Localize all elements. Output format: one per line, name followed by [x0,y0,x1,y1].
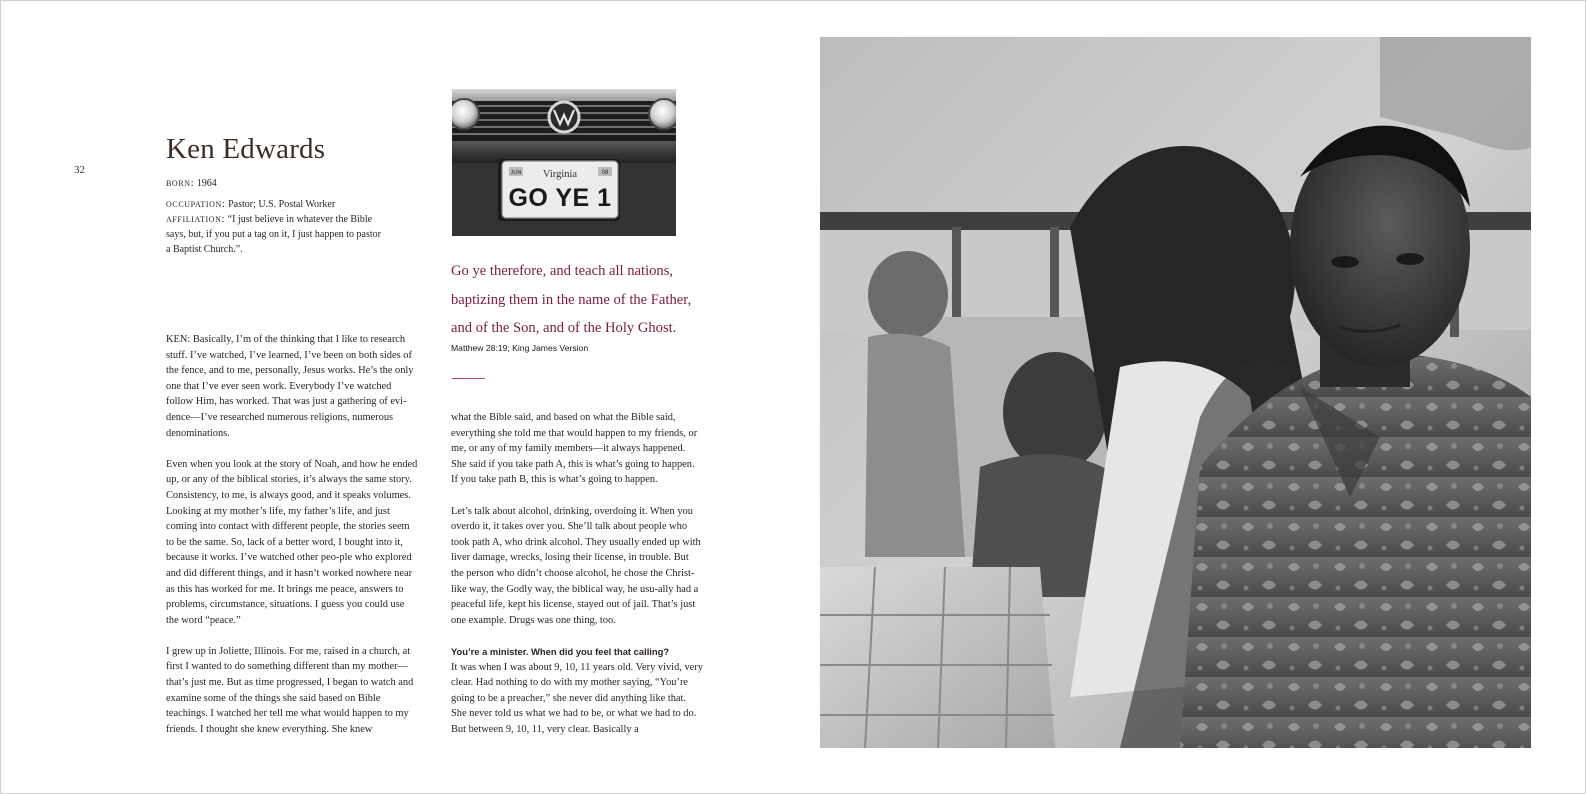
plate-sticker-left: JUN [510,170,522,176]
scripture-line: baptizing them in the name of the Father, [451,291,692,308]
interview-question: You’re a minister. When did you feel that calling? [451,645,670,657]
occupation-line [166,197,392,212]
license-plate-photo [452,89,676,236]
interview-answer: It was when I was about 9, 10, 11 years old. Very vivid, very clear. Had nothing to do with my mother saying, “You’re going to be a preacher,” she never did anything like that. She never told us what we had to be, or what we had to do. But between 9, 10, 11, very clear. Basically a [451,661,703,735]
divider-rule [452,378,485,379]
interview-column-right [451,410,703,753]
interview-paragraph: I grew up in Joliette, Illinois. For me, raised in a church, at first I wanted to do something different than my mother—that’s just me. But as time progressed, I began to watch and examine some of the things she said based on Bible teachings. I watched her tell me what would happen to my friends. I thought she knew everything. She knew [166,645,414,735]
page-number: 32 [74,164,85,176]
born-label: born: [166,177,195,189]
scripture-citation: Matthew 28:19; King James Version [451,343,589,353]
occupation-label: occupation: [166,198,226,210]
plate-number: GO YE 1 [508,184,612,212]
scripture-line: and of the Son, and of the Holy Ghost. [451,320,677,336]
occupation-value: Pastor; U.S. Postal Worker [228,199,336,210]
interview-paragraph: Even when you look at the story of Noah, and how he ended up, or any of the biblical stories, it’s always the same story. Consistency, to me, is always good, and it speaks volumes. Looking at my mother’s life, my father’s life, and just coming into contact with different people, the stories seem to be the same. So, lack of a better word, I bought into it, because it works. I’ve watched other peo-ple who explored and did different things, and it hasn’t worked nowhere near as this has worked for me. It brings me peace, answers to problems, circumstance, situations. I guess you could use the word “peace.” [166,458,418,626]
interview-column-left [166,332,418,753]
affiliation-value-2: says, but, if you put a tag on it, I just happen to pastor [166,229,381,240]
interview-paragraph: Let’s talk about alcohol, drinking, overdoing it. When you overdo it, it takes over you. She’ll talk about people who took path A, who drink alcohol. They usually ended up with liver damage, wrecks, losing their license, in trouble. But the person who didn’t choose alcohol, he chose the Christ-like way, the Godly way, the biblical way, he usu-ally had a peaceful life, kept his license, stayed out of jail. That’s just one example. Drugs was one thing, too. [451,505,701,626]
plate-state: Virginia [542,169,578,180]
profile-meta [166,176,392,257]
portrait-photo [820,37,1531,748]
interview-qa [451,644,703,738]
affiliation-value-1: “I just believe in whatever the Bible [227,214,373,225]
affiliation-label: affiliation: [166,213,226,225]
born-value: 1964 [196,178,217,189]
affiliation-value-3: a Baptist Church.”. [166,244,243,255]
interview-paragraph: KEN: Basically, I’m of the thinking that I like to research stuff. I’ve watched, I’ve learned, I’ve been on both sides of the fence, and to me, personally, Jesus works. He’s the only one that I’ve ever seen work. Everybody I’ve watched follow Him, has worked. That was just a gathering of evi-dence—I’ve researched numerous religions, numerous denominations. [166,334,414,439]
profile-name: Ken Edwards [166,133,326,165]
scripture-quote [451,257,721,343]
born-line [166,176,392,191]
affiliation-line [166,212,392,227]
interview-paragraph: what the Bible said, and based on what the Bible said, everything she told me that would happen to my friends, or me, or any of my family members—it always happened. She said if you take path A, this is what’s going to happen. If you take path B, this is what’s going to happen. [451,412,698,486]
plate-sticker-right: 08 [601,170,609,176]
scripture-line: Go ye therefore, and teach all nations, [451,263,674,279]
